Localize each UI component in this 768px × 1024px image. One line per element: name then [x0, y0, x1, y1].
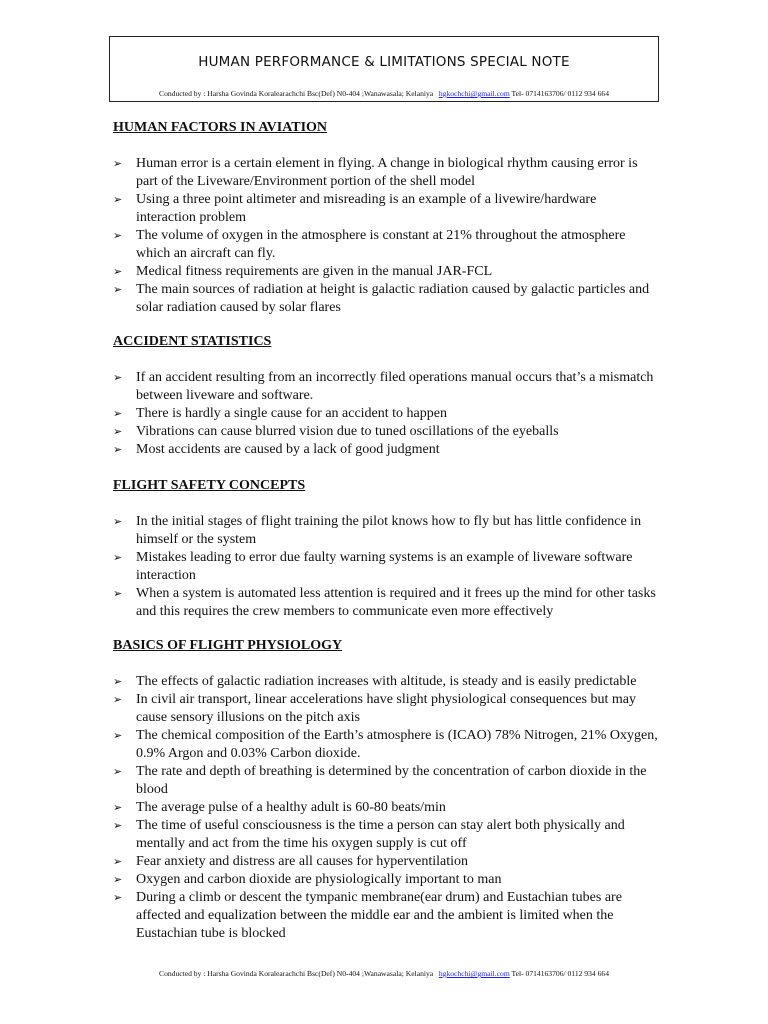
- arrow-bullet-icon: ➢: [113, 587, 123, 600]
- footer-contact-suffix: Tel- 0714163706/ 0112 934 664: [511, 969, 609, 978]
- arrow-bullet-icon: ➢: [113, 801, 123, 814]
- arrow-bullet-icon: ➢: [113, 675, 123, 688]
- list-item: [113, 691, 658, 727]
- list-item: [113, 585, 658, 621]
- list-item-text: During a climb or descent the tympanic membrane(ear drum) and Eustachian tubes are affected and equalization between the middle ear and the ambient is limited when the Eustachian tube is blocked: [136, 890, 622, 941]
- list-item: [113, 799, 658, 817]
- list-item-text: The effects of galactic radiation increases with altitude, is steady and is easily predictable: [136, 674, 637, 689]
- list-item-text: Medical fitness requirements are given in the manual JAR-FCL: [136, 264, 493, 279]
- list-item: [113, 763, 658, 799]
- footer-contact-prefix: Conducted by : Harsha Govinda Koralearachchi Bsc(Def) N0-404 ;Wanawasala; Kelaniya: [159, 969, 434, 978]
- list-item-text: Mistakes leading to error due faulty warning systems is an example of liveware software interaction: [136, 550, 633, 583]
- header-contact-line: [110, 89, 658, 98]
- list-item: [113, 871, 658, 889]
- footer-contact-line: [109, 969, 659, 978]
- list-item: [113, 727, 658, 763]
- arrow-bullet-icon: ➢: [113, 265, 123, 278]
- list-item-text: The chemical composition of the Earth’s atmosphere is (ICAO) 78% Nitrogen, 21% Oxygen, 0.9% Argon and 0.03% Carbon dioxide.: [136, 728, 658, 761]
- list-item: [113, 441, 658, 459]
- section-flight-physiology: [113, 637, 658, 943]
- header-contact-suffix: Tel- 0714163706/ 0112 934 664: [511, 89, 609, 98]
- list-item-text: In the initial stages of flight training the pilot knows how to fly but has little confidence in himself or the system: [136, 514, 642, 547]
- section-heading: HUMAN FACTORS IN AVIATION: [113, 120, 328, 135]
- arrow-bullet-icon: ➢: [113, 693, 123, 706]
- list-item-text: The main sources of radiation at height is galactic radiation caused by galactic particles and solar radiation caused by solar flares: [136, 282, 650, 315]
- section-human-factors: [113, 119, 658, 317]
- arrow-bullet-icon: ➢: [113, 551, 123, 564]
- list-item: [113, 405, 658, 423]
- list-item-text: When a system is automated less attention is required and it frees up the mind for other tasks and this requires the crew members to communicate even more effectively: [136, 586, 656, 619]
- arrow-bullet-icon: ➢: [113, 371, 123, 384]
- list-item-text: Using a three point altimeter and misreading is an example of a livewire/hardware interaction problem: [136, 192, 597, 225]
- list-item-text: If an accident resulting from an incorrectly filed operations manual occurs that’s a mismatch between liveware and software.: [136, 370, 654, 403]
- arrow-bullet-icon: ➢: [113, 407, 123, 420]
- list-item-text: Oxygen and carbon dioxide are physiologically important to man: [136, 872, 502, 887]
- arrow-bullet-icon: ➢: [113, 425, 123, 438]
- arrow-bullet-icon: ➢: [113, 855, 123, 868]
- arrow-bullet-icon: ➢: [113, 157, 123, 170]
- section-heading: FLIGHT SAFETY CONCEPTS: [113, 478, 306, 493]
- list-item-text: The volume of oxygen in the atmosphere is constant at 21% throughout the atmosphere which an aircraft can fly.: [136, 228, 626, 261]
- list-item: [113, 281, 658, 317]
- list-item: [113, 853, 658, 871]
- arrow-bullet-icon: ➢: [113, 873, 123, 886]
- arrow-bullet-icon: ➢: [113, 891, 123, 904]
- list-item: [113, 673, 658, 691]
- list-item-text: The rate and depth of breathing is determined by the concentration of carbon dioxide in the blood: [136, 764, 647, 797]
- arrow-bullet-icon: ➢: [113, 819, 123, 832]
- list-item-text: In civil air transport, linear accelerations have slight physiological consequences but may cause sensory illusions on the pitch axis: [136, 692, 636, 725]
- arrow-bullet-icon: ➢: [113, 229, 123, 242]
- list-item: [113, 155, 658, 191]
- arrow-bullet-icon: ➢: [113, 515, 123, 528]
- list-item-text: The average pulse of a healthy adult is 60-80 beats/min: [136, 800, 446, 815]
- bullet-list: [113, 369, 658, 459]
- bullet-list: [113, 155, 658, 317]
- section-flight-safety-concepts: [113, 477, 658, 621]
- arrow-bullet-icon: ➢: [113, 765, 123, 778]
- bullet-list: [113, 673, 658, 943]
- arrow-bullet-icon: ➢: [113, 283, 123, 296]
- list-item-text: Fear anxiety and distress are all causes for hyperventilation: [136, 854, 468, 869]
- list-item: [113, 549, 658, 585]
- list-item: [113, 227, 658, 263]
- arrow-bullet-icon: ➢: [113, 193, 123, 206]
- list-item: [113, 817, 658, 853]
- page-title: HUMAN PERFORMANCE & LIMITATIONS SPECIAL NOTE: [198, 54, 570, 70]
- list-item: [113, 423, 658, 441]
- arrow-bullet-icon: ➢: [113, 443, 123, 456]
- header-contact-prefix: Conducted by : Harsha Govinda Koralearachchi Bsc(Def) N0-404 ;Wanawasala; Kelaniya: [159, 89, 434, 98]
- footer-email-link[interactable]: hgkochchi@gmail.com: [438, 969, 510, 978]
- list-item: [113, 513, 658, 549]
- list-item: [113, 369, 658, 405]
- list-item-text: Human error is a certain element in flying. A change in biological rhythm causing error is part of the Liveware/Environment portion of the shell model: [136, 156, 638, 189]
- section-heading: ACCIDENT STATISTICS: [113, 334, 272, 349]
- list-item-text: Vibrations can cause blurred vision due to tuned oscillations of the eyeballs: [136, 424, 559, 439]
- section-heading: BASICS OF FLIGHT PHYSIOLOGY: [113, 638, 343, 653]
- header-email-link[interactable]: hgkochchi@gmail.com: [438, 89, 510, 98]
- list-item-text: There is hardly a single cause for an accident to happen: [136, 406, 447, 421]
- arrow-bullet-icon: ➢: [113, 729, 123, 742]
- list-item: [113, 191, 658, 227]
- bullet-list: [113, 513, 658, 621]
- list-item: [113, 889, 658, 943]
- section-accident-statistics: [113, 333, 658, 459]
- list-item-text: Most accidents are caused by a lack of good judgment: [136, 442, 440, 457]
- header-box: [109, 36, 659, 102]
- list-item: [113, 263, 658, 281]
- list-item-text: The time of useful consciousness is the time a person can stay alert both physically and mentally and act from the time his oxygen supply is cut off: [136, 818, 625, 851]
